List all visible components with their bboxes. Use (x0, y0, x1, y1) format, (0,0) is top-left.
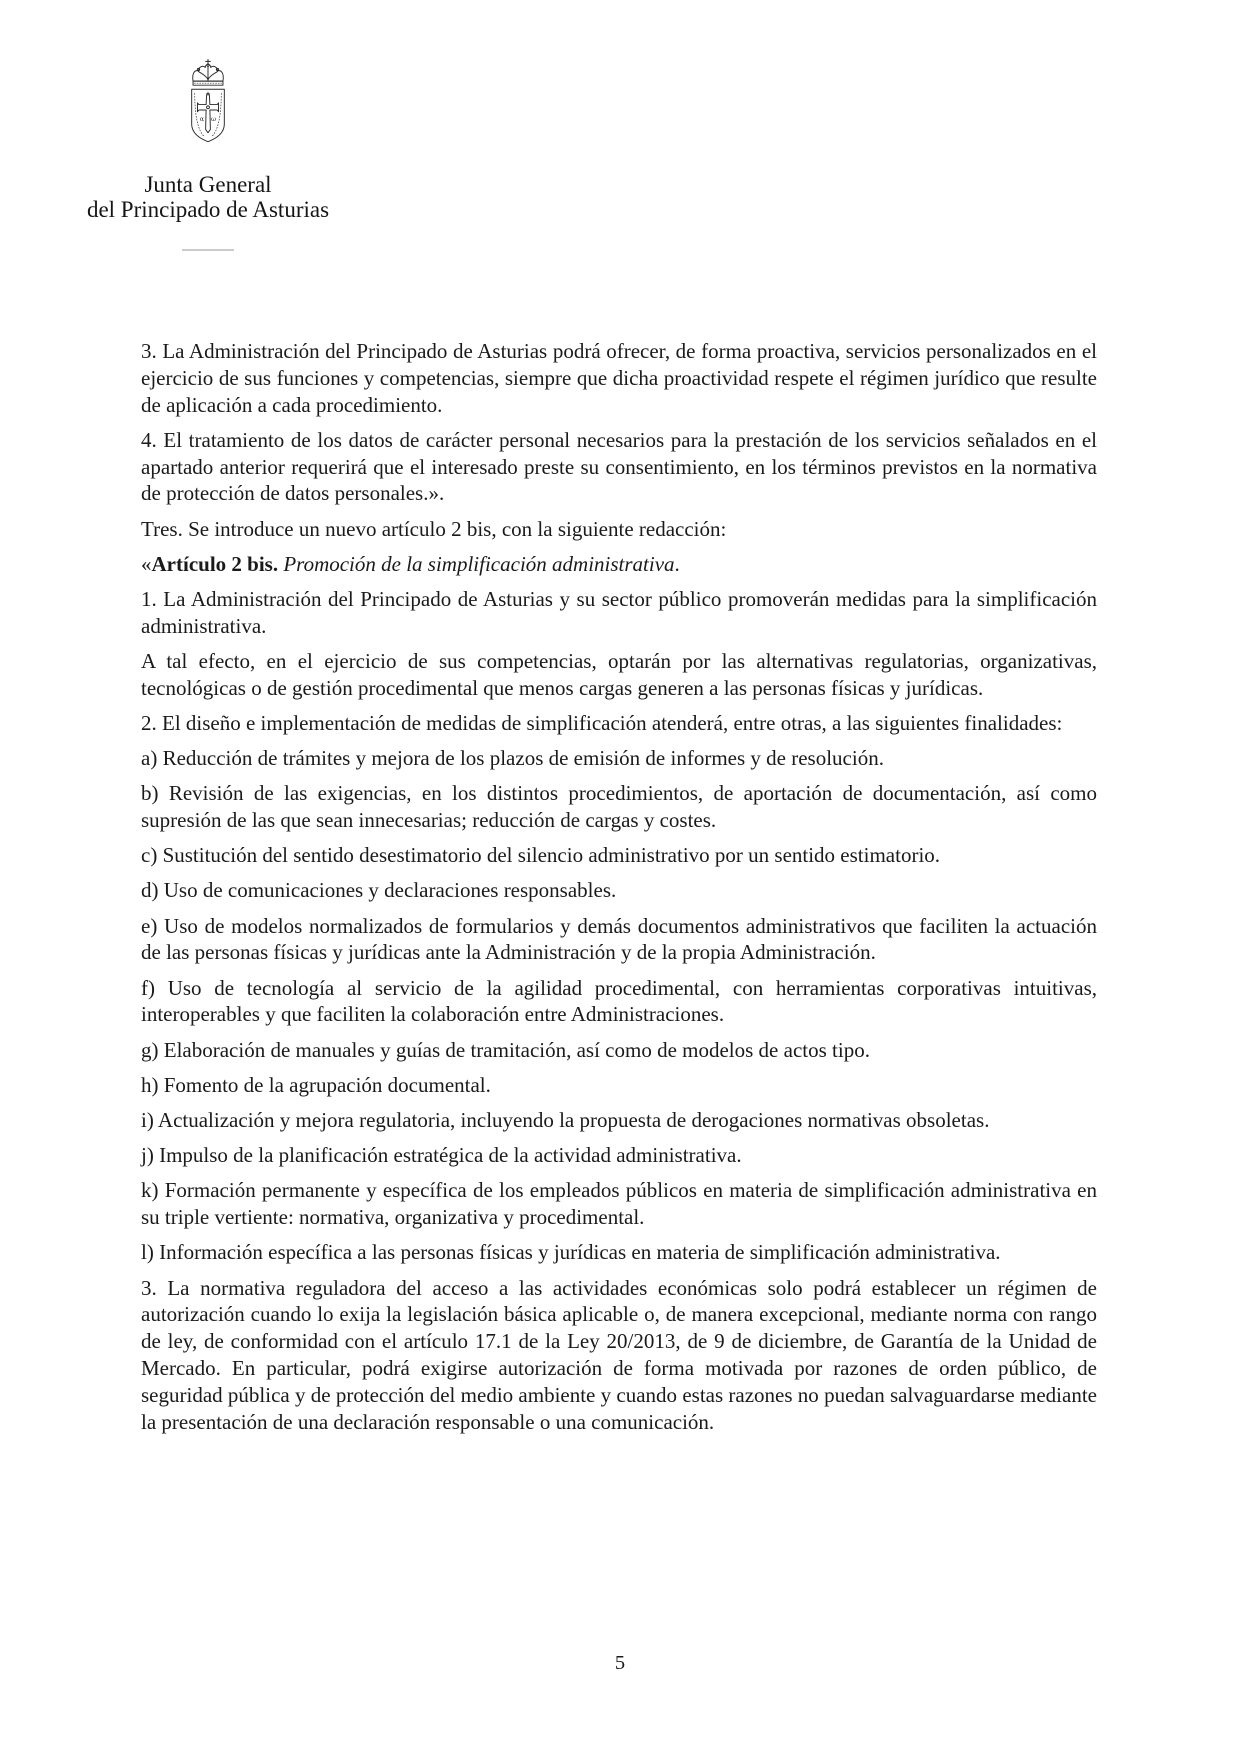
header-divider (182, 249, 234, 251)
paragraph-point-4: 4. El tratamiento de los datos de carácter personal necesarios para la prestación de los servicios señalados en el apartado anterior requerirá que el interesado preste su consentimiento, en los términos previstos en la normativa de protección de datos personales.». (141, 427, 1097, 506)
org-name-line1: Junta General (144, 172, 272, 197)
paragraph-tres: Tres. Se introduce un nuevo artículo 2 bis, con la siguiente redacción: (141, 516, 727, 541)
asturias-coat-of-arms-icon (174, 58, 242, 160)
list-item-i: i) Actualización y mejora regulatoria, incluyendo la propuesta de derogaciones normativas obsoletas. (141, 1107, 990, 1132)
article-2bis-title: Artículo 2 bis. (151, 551, 279, 576)
closing-period: . (674, 551, 680, 576)
omega-glyph: ω (211, 116, 217, 124)
paragraph-2bis-point-2: 2. El diseño e implementación de medidas de simplificación atenderá, entre otras, a las siguientes finalidades: (141, 710, 1063, 735)
alpha-glyph: α (199, 116, 204, 124)
article-2bis-heading (141, 551, 1097, 578)
list-item-k: k) Formación permanente y específica de los empleados públicos en materia de simplificación administrativa en su triple vertiente: normativa, organizativa y procedimental. (141, 1178, 1097, 1230)
paragraph-2bis-point-3: 3. La normativa reguladora del acceso a las actividades económicas solo podrá establecer un régimen de autorización cuando lo exija la legislación básica aplicable o, de manera excepcional, mediante norma con rango de ley, de conformidad con el artículo 17.1 de la Ley 20/2013, de 9 de diciembre, de Garantía de la Unidad de Mercado. En particular, podrá exigirse autorización de forma motivada por razones de orden público, de seguridad pública y de protección del medio ambiente y cuando estas razones no puedan salvaguardarse mediante la presentación de una declaración responsable o una comunicación. (141, 1275, 1097, 1434)
list-item-j: j) Impulso de la planificación estratégica de la actividad administrativa. (141, 1143, 742, 1168)
list-item-l: l) Información específica a las personas físicas y jurídicas en materia de simplificación administrativa. (141, 1240, 1001, 1265)
page-number: 5 (614, 1652, 626, 1674)
organization-name (83, 172, 333, 222)
org-name-line2: del Principado de Asturias (86, 197, 330, 222)
list-item-f: f) Uso de tecnología al servicio de la agilidad procedimental, con herramientas corporativas intuitivas, interoperables y que faciliten la colaboración entre Administraciones. (141, 975, 1097, 1027)
list-item-h: h) Fomento de la agrupación documental. (141, 1072, 491, 1097)
document-header (83, 58, 333, 251)
paragraph-2bis-point-1: 1. La Administración del Principado de Asturias y su sector público promoverán medidas para la simplificación administrativa. (141, 586, 1097, 638)
document-body (141, 338, 1097, 1444)
list-item-c: c) Sustitución del sentido desestimatorio del silencio administrativo por un sentido estimatorio. (141, 843, 941, 868)
paragraph-point-3: 3. La Administración del Principado de Asturias podrá ofrecer, de forma proactiva, servicios personalizados en el ejercicio de sus funciones y competencias, siempre que dicha proactividad respete el régimen jurídico que resulte de aplicación a cada procedimiento. (141, 339, 1097, 417)
list-item-b: b) Revisión de las exigencias, en los distintos procedimientos, de aportación de documentación, así como supresión de las que sean innecesarias; reducción de cargas y costes. (141, 781, 1097, 833)
document-footer (0, 1652, 1240, 1675)
article-2bis-subtitle: Promoción de la simplificación administrativa (283, 551, 675, 576)
list-item-e: e) Uso de modelos normalizados de formularios y demás documentos administrativos que faciliten la actuación de las personas físicas y jurídicas ante la Administración y de la propia Administración. (141, 913, 1097, 965)
list-item-a: a) Reducción de trámites y mejora de los plazos de emisión de informes y de resolución. (141, 746, 884, 771)
opening-quote: « (141, 551, 152, 576)
list-item-g: g) Elaboración de manuales y guías de tramitación, así como de modelos de actos tipo. (141, 1037, 870, 1062)
paragraph-2bis-point-1-cont: A tal efecto, en el ejercicio de sus competencias, optarán por las alternativas regulatorias, organizativas, tecnológicas o de gestión procedimental que menos cargas generen a las personas físicas y jurídicas. (141, 648, 1097, 700)
list-item-d: d) Uso de comunicaciones y declaraciones responsables. (141, 878, 617, 903)
